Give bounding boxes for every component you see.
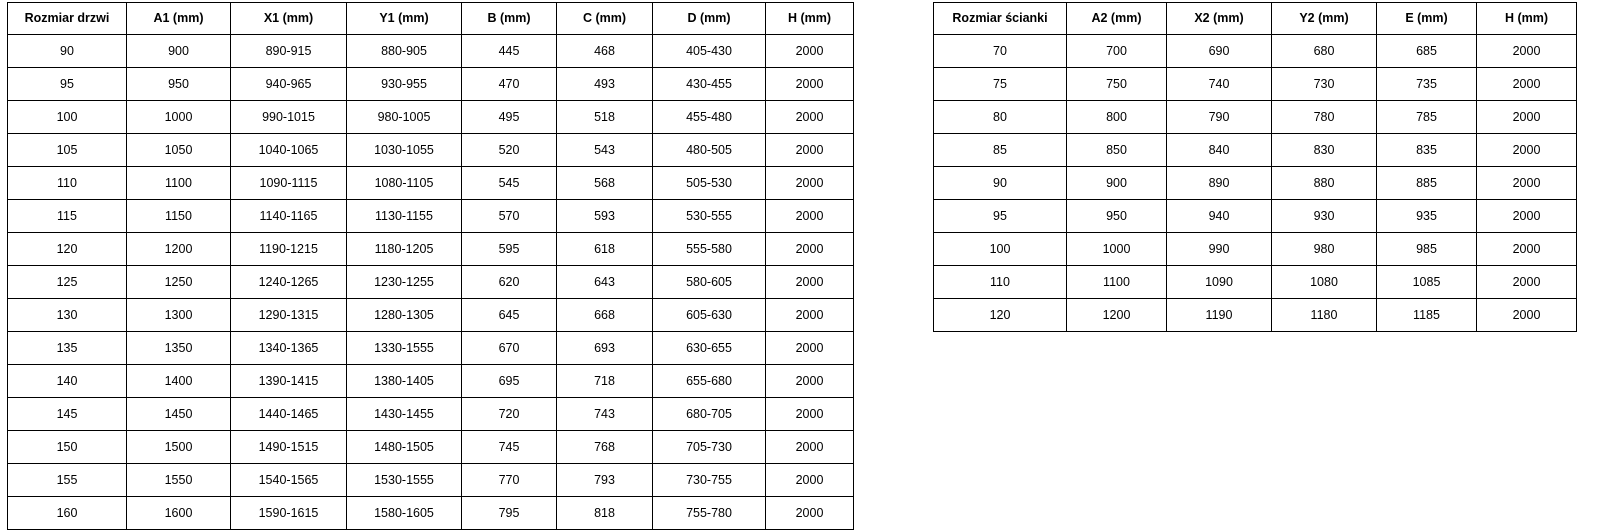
doors-cell: 100: [8, 101, 127, 134]
doors-cell: 900: [127, 35, 231, 68]
walls-cell: 2000: [1477, 299, 1577, 332]
walls-cell: 90: [934, 167, 1067, 200]
doors-cell: 1600: [127, 497, 231, 530]
doors-cell: 1190-1215: [231, 233, 347, 266]
doors-cell: 2000: [766, 431, 854, 464]
doors-cell: 530-555: [653, 200, 766, 233]
walls-cell: 930: [1272, 200, 1377, 233]
doors-cell: 2000: [766, 68, 854, 101]
doors-cell: 1330-1555: [347, 332, 462, 365]
walls-cell: 900: [1067, 167, 1167, 200]
walls-cell: 800: [1067, 101, 1167, 134]
doors-cell: 595: [462, 233, 557, 266]
doors-cell: 160: [8, 497, 127, 530]
doors-cell: 1150: [127, 200, 231, 233]
table-row: [8, 299, 854, 332]
doors-cell: 2000: [766, 464, 854, 497]
doors-cell: 105: [8, 134, 127, 167]
doors-cell: 793: [557, 464, 653, 497]
walls-cell: 2000: [1477, 233, 1577, 266]
doors-cell: 630-655: [653, 332, 766, 365]
table-row: [8, 464, 854, 497]
walls-cell: 110: [934, 266, 1067, 299]
doors-cell: 643: [557, 266, 653, 299]
doors-dimensions-table-container: [7, 2, 854, 530]
doors-column-header: Rozmiar drzwi: [8, 3, 127, 35]
doors-cell: 1590-1615: [231, 497, 347, 530]
doors-cell: 1490-1515: [231, 431, 347, 464]
doors-cell: 543: [557, 134, 653, 167]
walls-cell: 840: [1167, 134, 1272, 167]
doors-cell: 495: [462, 101, 557, 134]
doors-column-header: C (mm): [557, 3, 653, 35]
walls-cell: 100: [934, 233, 1067, 266]
walls-cell: 880: [1272, 167, 1377, 200]
doors-cell: 1200: [127, 233, 231, 266]
table-row: [8, 134, 854, 167]
walls-cell: 2000: [1477, 266, 1577, 299]
walls-dimensions-table-container: [933, 2, 1577, 332]
doors-cell: 593: [557, 200, 653, 233]
doors-cell: 580-605: [653, 266, 766, 299]
doors-cell: 1440-1465: [231, 398, 347, 431]
walls-cell: 990: [1167, 233, 1272, 266]
doors-cell: 990-1015: [231, 101, 347, 134]
doors-cell: 1000: [127, 101, 231, 134]
doors-cell: 2000: [766, 167, 854, 200]
walls-cell: 70: [934, 35, 1067, 68]
doors-cell: 1400: [127, 365, 231, 398]
walls-cell: 95: [934, 200, 1067, 233]
doors-cell: 680-705: [653, 398, 766, 431]
walls-cell: 690: [1167, 35, 1272, 68]
walls-cell: 1100: [1067, 266, 1167, 299]
walls-cell: 1200: [1067, 299, 1167, 332]
doors-table-body: [8, 35, 854, 530]
doors-cell: 755-780: [653, 497, 766, 530]
walls-cell: 850: [1067, 134, 1167, 167]
table-row: [934, 167, 1577, 200]
walls-cell: 2000: [1477, 167, 1577, 200]
doors-cell: 2000: [766, 101, 854, 134]
doors-cell: 1500: [127, 431, 231, 464]
table-row: [934, 101, 1577, 134]
walls-cell: 700: [1067, 35, 1167, 68]
doors-cell: 1180-1205: [347, 233, 462, 266]
doors-column-header: X1 (mm): [231, 3, 347, 35]
doors-cell: 655-680: [653, 365, 766, 398]
walls-column-header: Rozmiar ścianki: [934, 3, 1067, 35]
walls-dimensions-table: [933, 2, 1577, 332]
table-row: [8, 497, 854, 530]
doors-cell: 1230-1255: [347, 266, 462, 299]
doors-cell: 620: [462, 266, 557, 299]
table-row: [934, 35, 1577, 68]
table-row: [8, 431, 854, 464]
doors-cell: 455-480: [653, 101, 766, 134]
walls-cell: 750: [1067, 68, 1167, 101]
doors-cell: 2000: [766, 365, 854, 398]
walls-cell: 730: [1272, 68, 1377, 101]
walls-cell: 2000: [1477, 35, 1577, 68]
doors-cell: 1030-1055: [347, 134, 462, 167]
doors-cell: 730-755: [653, 464, 766, 497]
walls-cell: 80: [934, 101, 1067, 134]
walls-cell: 790: [1167, 101, 1272, 134]
doors-cell: 470: [462, 68, 557, 101]
doors-cell: 880-905: [347, 35, 462, 68]
doors-cell: 1430-1455: [347, 398, 462, 431]
doors-cell: 2000: [766, 35, 854, 68]
doors-table-header: [8, 3, 854, 35]
walls-cell: 1000: [1067, 233, 1167, 266]
walls-cell: 735: [1377, 68, 1477, 101]
doors-cell: 2000: [766, 200, 854, 233]
doors-cell: 150: [8, 431, 127, 464]
doors-cell: 568: [557, 167, 653, 200]
walls-table-body: [934, 35, 1577, 332]
doors-cell: 930-955: [347, 68, 462, 101]
doors-cell: 980-1005: [347, 101, 462, 134]
doors-cell: 1090-1115: [231, 167, 347, 200]
walls-cell: 85: [934, 134, 1067, 167]
walls-cell: 2000: [1477, 200, 1577, 233]
doors-cell: 940-965: [231, 68, 347, 101]
doors-cell: 795: [462, 497, 557, 530]
doors-cell: 155: [8, 464, 127, 497]
doors-cell: 693: [557, 332, 653, 365]
doors-cell: 1100: [127, 167, 231, 200]
walls-cell: 1185: [1377, 299, 1477, 332]
doors-cell: 605-630: [653, 299, 766, 332]
doors-cell: 1140-1165: [231, 200, 347, 233]
table-header-row: [8, 3, 854, 35]
doors-cell: 2000: [766, 299, 854, 332]
walls-cell: 950: [1067, 200, 1167, 233]
table-row: [934, 266, 1577, 299]
table-row: [8, 266, 854, 299]
doors-cell: 1540-1565: [231, 464, 347, 497]
walls-cell: 2000: [1477, 68, 1577, 101]
walls-cell: 2000: [1477, 101, 1577, 134]
doors-cell: 668: [557, 299, 653, 332]
doors-column-header: Y1 (mm): [347, 3, 462, 35]
doors-cell: 90: [8, 35, 127, 68]
walls-cell: 75: [934, 68, 1067, 101]
doors-cell: 505-530: [653, 167, 766, 200]
walls-cell: 740: [1167, 68, 1272, 101]
doors-cell: 645: [462, 299, 557, 332]
table-row: [934, 68, 1577, 101]
doors-cell: 670: [462, 332, 557, 365]
doors-cell: 405-430: [653, 35, 766, 68]
doors-cell: 1480-1505: [347, 431, 462, 464]
table-row: [934, 299, 1577, 332]
doors-column-header: H (mm): [766, 3, 854, 35]
doors-cell: 1240-1265: [231, 266, 347, 299]
table-row: [8, 233, 854, 266]
table-row: [8, 200, 854, 233]
doors-column-header: A1 (mm): [127, 3, 231, 35]
doors-cell: 2000: [766, 497, 854, 530]
doors-cell: 1250: [127, 266, 231, 299]
doors-cell: 718: [557, 365, 653, 398]
table-row: [8, 35, 854, 68]
doors-cell: 130: [8, 299, 127, 332]
walls-cell: 980: [1272, 233, 1377, 266]
doors-cell: 1350: [127, 332, 231, 365]
doors-cell: 493: [557, 68, 653, 101]
table-row: [8, 332, 854, 365]
doors-cell: 2000: [766, 266, 854, 299]
doors-cell: 745: [462, 431, 557, 464]
walls-cell: 890: [1167, 167, 1272, 200]
doors-column-header: B (mm): [462, 3, 557, 35]
walls-column-header: X2 (mm): [1167, 3, 1272, 35]
doors-cell: 1390-1415: [231, 365, 347, 398]
walls-cell: 1180: [1272, 299, 1377, 332]
doors-cell: 125: [8, 266, 127, 299]
walls-column-header: Y2 (mm): [1272, 3, 1377, 35]
doors-cell: 1550: [127, 464, 231, 497]
doors-cell: 1530-1555: [347, 464, 462, 497]
table-header-row: [934, 3, 1577, 35]
walls-cell: 785: [1377, 101, 1477, 134]
doors-cell: 520: [462, 134, 557, 167]
walls-cell: 835: [1377, 134, 1477, 167]
doors-cell: 140: [8, 365, 127, 398]
doors-cell: 115: [8, 200, 127, 233]
walls-cell: 680: [1272, 35, 1377, 68]
doors-cell: 468: [557, 35, 653, 68]
walls-cell: 985: [1377, 233, 1477, 266]
doors-cell: 2000: [766, 134, 854, 167]
doors-cell: 518: [557, 101, 653, 134]
doors-column-header: D (mm): [653, 3, 766, 35]
doors-cell: 1450: [127, 398, 231, 431]
doors-cell: 2000: [766, 398, 854, 431]
doors-cell: 1300: [127, 299, 231, 332]
doors-cell: 770: [462, 464, 557, 497]
doors-cell: 135: [8, 332, 127, 365]
walls-column-header: H (mm): [1477, 3, 1577, 35]
table-row: [8, 398, 854, 431]
walls-cell: 780: [1272, 101, 1377, 134]
doors-cell: 890-915: [231, 35, 347, 68]
table-row: [934, 200, 1577, 233]
doors-cell: 145: [8, 398, 127, 431]
doors-cell: 95: [8, 68, 127, 101]
doors-cell: 1290-1315: [231, 299, 347, 332]
doors-cell: 1580-1605: [347, 497, 462, 530]
table-row: [8, 68, 854, 101]
walls-cell: 120: [934, 299, 1067, 332]
table-row: [934, 233, 1577, 266]
walls-cell: 2000: [1477, 134, 1577, 167]
doors-cell: 743: [557, 398, 653, 431]
walls-column-header: E (mm): [1377, 3, 1477, 35]
walls-cell: 885: [1377, 167, 1477, 200]
doors-cell: 950: [127, 68, 231, 101]
doors-cell: 110: [8, 167, 127, 200]
doors-cell: 430-455: [653, 68, 766, 101]
doors-cell: 1040-1065: [231, 134, 347, 167]
walls-cell: 1190: [1167, 299, 1272, 332]
walls-cell: 1090: [1167, 266, 1272, 299]
doors-cell: 1080-1105: [347, 167, 462, 200]
doors-dimensions-table: [7, 2, 854, 530]
walls-table-header: [934, 3, 1577, 35]
doors-cell: 570: [462, 200, 557, 233]
walls-cell: 685: [1377, 35, 1477, 68]
walls-cell: 1080: [1272, 266, 1377, 299]
doors-cell: 1130-1155: [347, 200, 462, 233]
doors-cell: 2000: [766, 332, 854, 365]
walls-cell: 830: [1272, 134, 1377, 167]
doors-cell: 818: [557, 497, 653, 530]
doors-cell: 618: [557, 233, 653, 266]
table-row: [934, 134, 1577, 167]
doors-cell: 1280-1305: [347, 299, 462, 332]
walls-column-header: A2 (mm): [1067, 3, 1167, 35]
doors-cell: 705-730: [653, 431, 766, 464]
doors-cell: 695: [462, 365, 557, 398]
table-row: [8, 101, 854, 134]
doors-cell: 2000: [766, 233, 854, 266]
doors-cell: 120: [8, 233, 127, 266]
walls-cell: 1085: [1377, 266, 1477, 299]
doors-cell: 1380-1405: [347, 365, 462, 398]
doors-cell: 768: [557, 431, 653, 464]
doors-cell: 480-505: [653, 134, 766, 167]
walls-cell: 940: [1167, 200, 1272, 233]
doors-cell: 720: [462, 398, 557, 431]
table-row: [8, 365, 854, 398]
doors-cell: 555-580: [653, 233, 766, 266]
doors-cell: 1340-1365: [231, 332, 347, 365]
walls-cell: 935: [1377, 200, 1477, 233]
table-row: [8, 167, 854, 200]
doors-cell: 1050: [127, 134, 231, 167]
doors-cell: 445: [462, 35, 557, 68]
doors-cell: 545: [462, 167, 557, 200]
